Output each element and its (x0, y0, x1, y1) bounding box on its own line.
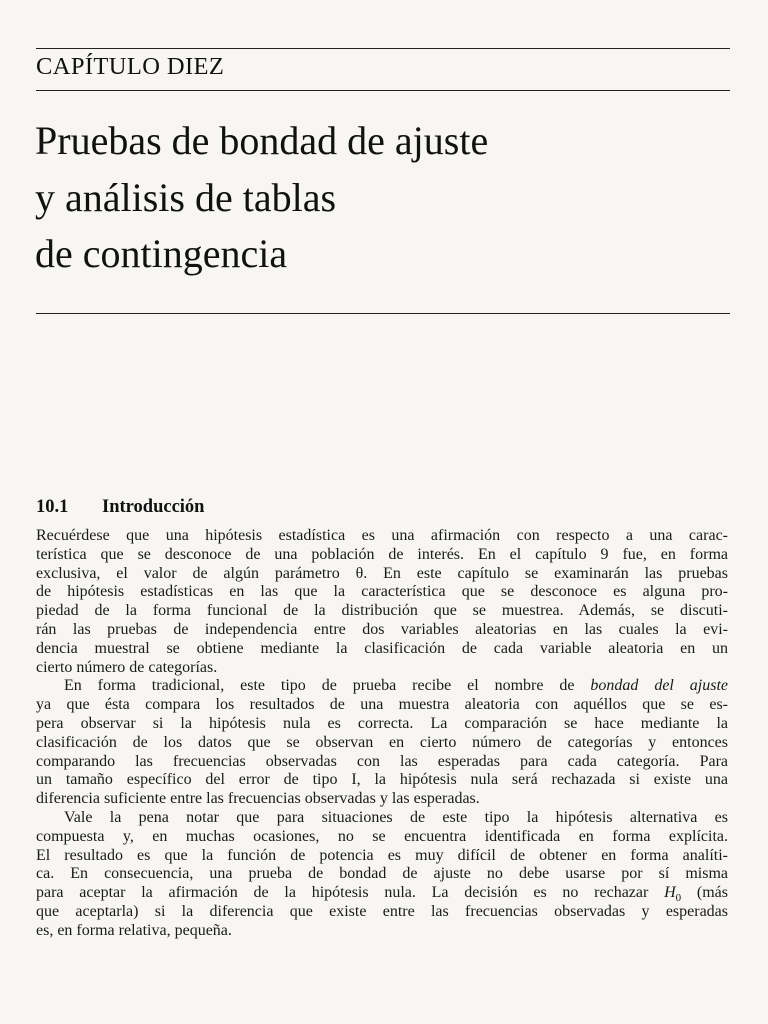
text-line: Vale la pena notar que para situaciones de este tipo la hipótesis alternativa es (64, 808, 728, 826)
text-line: El resultado es que la función de potencia es muy difícil de obtener en forma analíti- (36, 846, 728, 864)
paragraph-1 (36, 527, 728, 677)
chapter-label: CAPÍTULO DIEZ (36, 53, 225, 80)
text-line: que aceptarla) si la diferencia que existe entre las frecuencias observadas y esperadas (36, 902, 728, 920)
section-heading (36, 498, 204, 517)
section-title: Introducción (102, 497, 205, 517)
h0-subscript: 0 (675, 892, 682, 903)
text-line: de hipótesis estadísticas en las que la característica que se desconoce es alguna pro- (36, 583, 728, 601)
chapter-title (35, 113, 488, 283)
text-line: ya que ésta compara los resultados de una muestra aleatoria con aquéllos que se es- (36, 696, 728, 714)
emphasis-term: bondad del ajuste (590, 677, 728, 695)
paragraph-2 (36, 677, 728, 809)
section-number: 10.1 (36, 497, 69, 517)
chapter-title-line-2: y análisis de tablas (35, 174, 337, 220)
text-line: terística que se desconoce de una población de interés. En el capítulo 9 fue, en forma (36, 545, 728, 563)
text-line: ca. En consecuencia, una prueba de bondad de ajuste no debe usarse por sí misma (36, 865, 728, 883)
text-line: cierto número de categorías. (36, 658, 218, 676)
text-line: compuesta y, en muchas ocasiones, no se encuentra identificada en forma explícita. (36, 827, 728, 845)
text-run: En forma tradicional, este tipo de prueba recibe el nombre de (64, 677, 591, 695)
text-line: exclusiva, el valor de algún parámetro θ. En este capítulo se examinarán las pruebas (36, 564, 728, 582)
text-run: para aceptar la afirmación de la hipótesis nula. La decisión es no rechazar (36, 884, 665, 902)
paragraph-3 (36, 809, 728, 941)
text-line: Recuérdese que una hipótesis estadística es una afirmación con respecto a una carac- (36, 527, 728, 544)
text-line: pera observar si la hipótesis nula es correcta. La comparación se hace mediante la (36, 714, 728, 732)
text-line: es, en forma relativa, pequeña. (36, 921, 232, 939)
body-text (36, 527, 728, 941)
text-line: piedad de la forma funcional de la distribución que se muestrea. Además, se discuti- (36, 602, 728, 620)
text-line: dencia muestral se obtiene mediante la clasificación de cada variable aleatoria en un (36, 639, 728, 657)
chapter-label-rule (36, 90, 730, 91)
text-run: (más (681, 884, 728, 902)
h0-letter: H (664, 884, 676, 902)
text-line: clasificación de los datos que se observan en cierto número de categorías y entonces (36, 733, 728, 751)
text-line: rán las pruebas de independencia entre dos variables aleatorias en las cuales la evi- (36, 620, 728, 638)
top-rule (36, 48, 730, 49)
text-line: diferencia suficiente entre las frecuencias observadas y las esperadas. (36, 790, 480, 808)
chapter-title-line-1: Pruebas de bondad de ajuste (35, 118, 489, 163)
title-bottom-rule (36, 313, 730, 314)
text-line (36, 884, 728, 903)
chapter-title-line-3: de contingencia (35, 231, 288, 276)
h0-symbol (664, 884, 681, 901)
text-line (36, 677, 728, 696)
text-line: un tamaño específico del error de tipo I, la hipótesis nula será rechazada si existe una (36, 771, 728, 789)
text-line: comparando las frecuencias observadas con las esperadas para cada categoría. Para (36, 752, 728, 770)
